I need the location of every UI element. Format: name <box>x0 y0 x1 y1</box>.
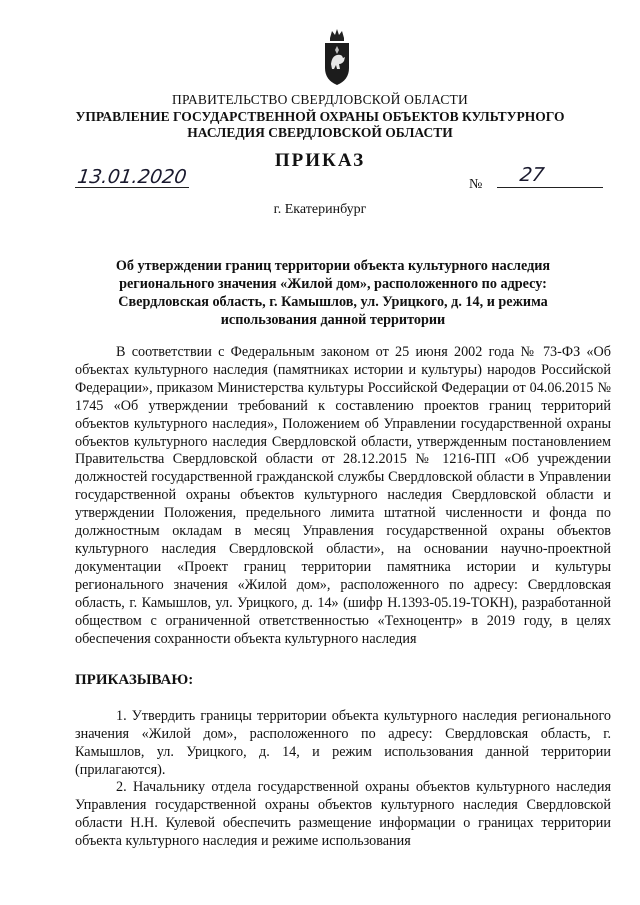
order-item-1: 1. Утвердить границы территории объекта культурного наследия регионального значения «Жилой дом», расположенного по адресу: Свердловская область, г. Камышлов, ул. Урицкого, д. 14, и режим использования данной территории (прилагаются). <box>75 708 611 778</box>
handwritten-number: 27 <box>518 164 546 186</box>
document-type-title: ПРИКАЗ <box>274 150 366 171</box>
preamble-paragraph: В соответствии с Федеральным законом от 25 июня 2002 года № 73-ФЗ «Об объектах культурного наследия (памятниках истории и культуры) народов Российской Федерации», приказом Министерства культуры Российской Федерации от 04.06.2015 № 1745 «Об утверждении требований к составлению проектов границ территорий объектов культурного наследия», Положением об Управлении государственной охраны объектов культурного наследия Свердловской области, утвержденным постановлением Правительства Свердловской области от 28.12.2015 № 1216-ПП «Об учреждении должностей государственной гражданской службы Свердловской области в Управлении государственной охраны объектов культурного наследия Свердловской области и утверждении Положения, предельного лимита штатной численности и фонда по должностным окладам в месяц Управления государственной охраны объектов культурного наследия Свердловской области», на основании научно-проектной документации «Проект границ территории памятника истории и культуры регионального значения «Жилой дом», расположенного по адресу: Свердловская область, г. Камышлов, ул. Урицкого, д. 14» (шифр Н.1393-05.19-ТОКН), разработанной обществом с ограниченной ответственностью «Техноцентр» в 2019 году, в целях обеспечения сохранности объекта культурного наследия <box>75 344 611 647</box>
number-label: № <box>469 177 483 192</box>
department-name: УПРАВЛЕНИЕ ГОСУДАРСТВЕННОЙ ОХРАНЫ ОБЪЕКТОВ КУЛЬТУРНОГО НАСЛЕДИЯ СВЕРДЛОВСКОЙ ОБЛАСТИ <box>75 109 565 140</box>
order-item-2: 2. Начальнику отдела государственной охраны объектов культурного наследия Управления государственной охраны объектов культурного наследия Свердловской области Н.Н. Кулевой обеспечить размещение информации о границах территории объекта культурного наследия и режиме использования <box>75 779 611 849</box>
date-underline <box>75 187 189 188</box>
city-name: г. Екатеринбург <box>273 202 367 217</box>
coat-of-arms-icon <box>322 28 352 86</box>
number-underline <box>497 187 603 188</box>
order-subject: Об утверждении границ территории объекта культурного наследия регионального значения «Жилой дом», расположенного по адресу: Свердловская область, г. Камышлов, ул. Урицкого, д. 14, и режима использования данной территории <box>115 258 551 328</box>
government-name: ПРАВИТЕЛЬСТВО СВЕРДЛОВСКОЙ ОБЛАСТИ <box>172 92 468 107</box>
handwritten-date: 13.01.2020 <box>76 166 188 188</box>
order-directive-heading: ПРИКАЗЫВАЮ: <box>75 672 194 688</box>
